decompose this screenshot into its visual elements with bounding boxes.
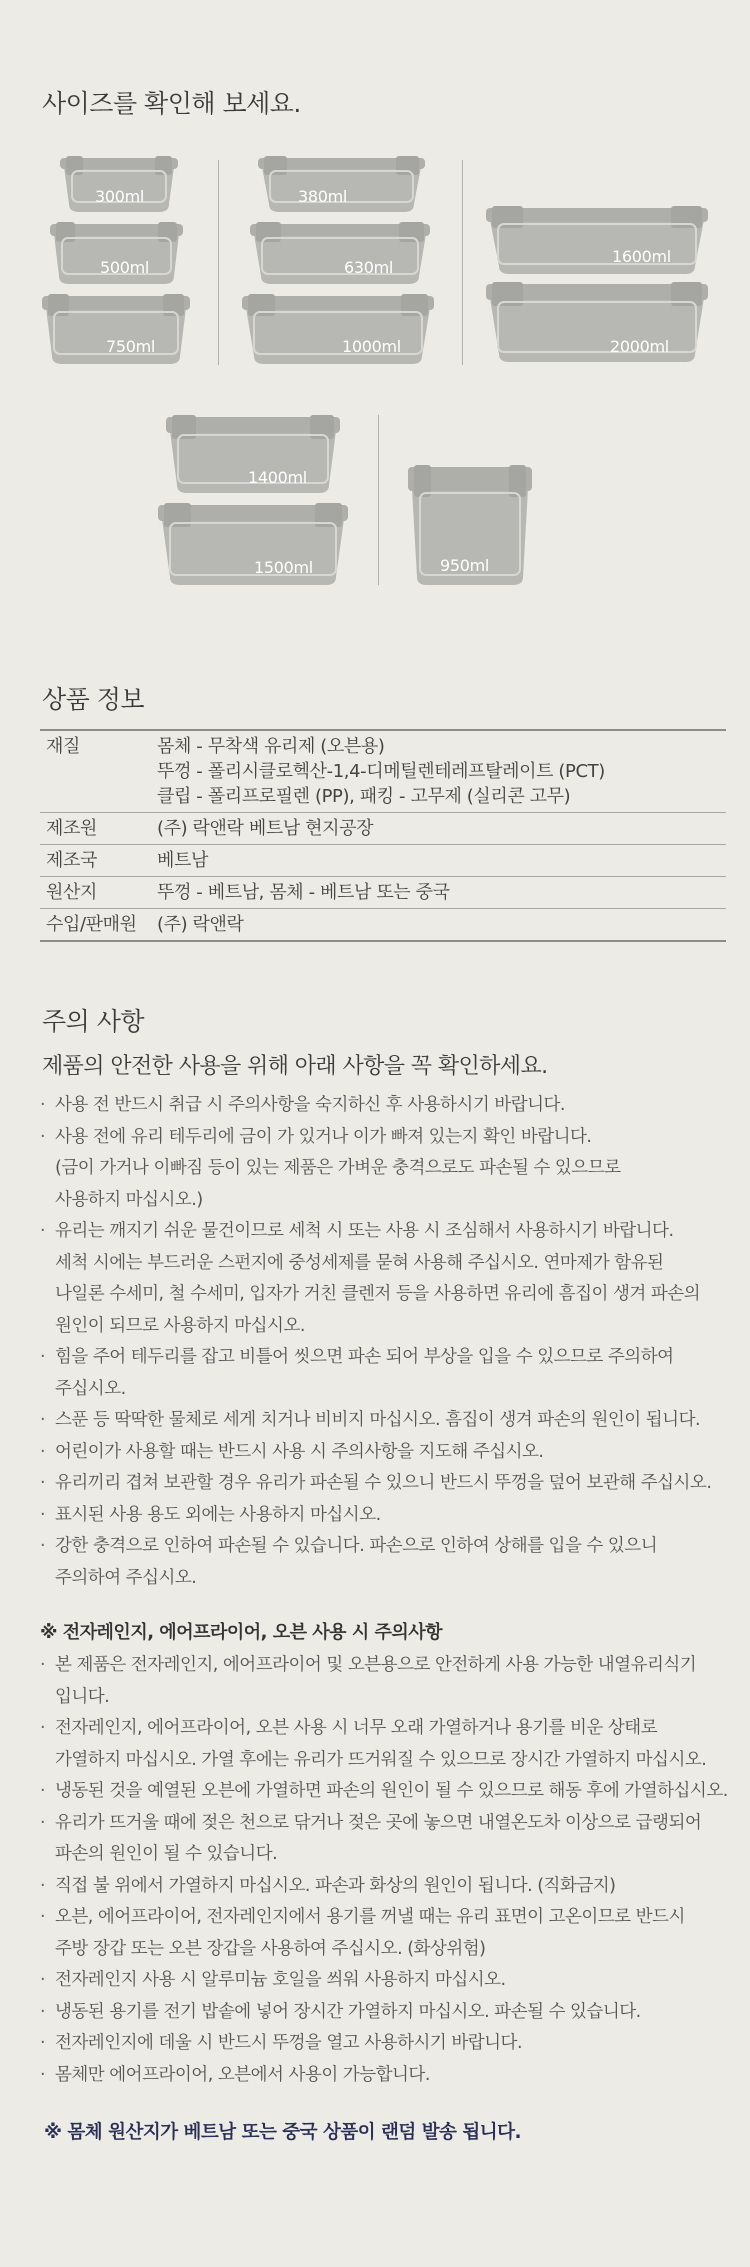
list-item [38,1965,743,1997]
origin-notice: ※ 몸체 원산지가 베트남 또는 중국 상품이 랜덤 발송 됩니다. [44,2122,522,2143]
row-label: 수입/판매원 [40,909,157,942]
list-item [38,1531,738,1594]
capacity-label: 500ml [100,258,150,277]
list-item-line: · 냉동된 것을 예열된 오븐에 가열하면 파손의 원인이 될 수 있으므로 해동 후에 가열하십시오. [55,1781,728,1801]
list-item [38,1500,738,1532]
capacity-label: 1600ml [612,247,671,266]
cautions-title: 주의 사항 [42,1007,145,1036]
row-label: 재질 [46,736,80,757]
list-item [38,1902,743,1965]
material-lid: 뚜껑 - 폴리시클로헥산-1,4-디메틸렌테레프탈레이트 (PCT) [157,761,605,782]
row-label: 제조원 [40,813,157,845]
list-item-line: 주십시오. [55,1378,126,1399]
list-item [38,1437,738,1469]
list-item [38,1776,743,1808]
list-item-line: 사용하지 마십시오.) [55,1189,203,1210]
product-info-table [40,729,726,942]
list-item [38,1808,743,1871]
row-value: (주) 락앤락 베트남 현지공장 [157,813,726,845]
material-clip: 클립 - 폴리프로필렌 (PP), 패킹 - 고무제 (실리콘 고무) [157,786,571,807]
row-label: 제조국 [40,845,157,877]
row-value: 베트남 [157,845,726,877]
list-item [38,2060,743,2092]
list-item-line: · 표시된 사용 용도 외에는 사용하지 마십시오. [55,1504,381,1525]
row-label: 원산지 [40,877,157,909]
table-row [40,909,726,942]
capacity-label: 1400ml [248,468,307,487]
capacity-label: 300ml [95,187,145,206]
capacity-label: 1500ml [254,558,313,577]
list-item-line: · 오븐, 에어프라이어, 전자레인지에서 용기를 꺼낼 때는 유리 표면이 고온이므로 반드시 [55,1907,685,1927]
container-illustration [250,222,430,284]
divider [378,415,379,585]
divider [218,160,219,365]
list-item [38,1405,738,1437]
table-row [40,877,726,909]
table-row [40,813,726,845]
list-item-line: · 전자레인지에 데울 시 반드시 뚜껑을 열고 사용하시기 바랍니다. [55,2033,523,2053]
container-illustration [242,294,434,364]
list-item-line: · 사용 전에 유리 테두리에 금이 가 있거나 이가 빠져 있는지 확인 바랍니다. [55,1126,592,1147]
list-item [38,1468,738,1500]
list-item-line: 나일론 수세미, 철 수세미, 입자가 거친 클렌저 등을 사용하면 유리에 흠집이 생겨 파손의 [55,1284,701,1304]
list-item-line: 세척 시에는 부드러운 스펀지에 중성세제를 묻혀 사용해 주십시오. 연마제가 함유된 [55,1252,664,1273]
cautions-subtitle: 제품의 안전한 사용을 위해 아래 사항을 꼭 확인하세요. [42,1054,548,1079]
capacity-label: 1000ml [342,337,401,356]
list-item [38,1871,743,1903]
capacity-label: 2000ml [610,337,669,356]
list-item-line: · 어린이가 사용할 때는 반드시 사용 시 주의사항을 지도해 주십시오. [55,1441,544,1462]
list-item-line: · 직접 불 위에서 가열하지 마십시오. 파손과 화상의 원인이 됩니다. (직화금지) [55,1875,616,1896]
list-item-line: 가열하지 마십시오. 가열 후에는 유리가 뜨거워질 수 있으므로 장시간 가열하지 마십시오. [55,1749,707,1770]
list-item-line: · 몸체만 에어프라이어, 오븐에서 사용이 가능합니다. [55,2064,430,2085]
list-item-line: · 전자레인지 사용 시 알루미늄 호일을 씌워 사용하지 마십시오. [55,1970,506,1990]
list-item-line: 원인이 되므로 사용하지 마십시오. [55,1315,305,1336]
divider [462,160,463,365]
list-item-line: · 유리가 뜨거울 때에 젖은 천으로 닦거나 젖은 곳에 놓으면 내열온도차 이상으로 급랭되어 [55,1812,702,1833]
list-item [38,1650,743,1713]
list-item-line: · 전자레인지, 에어프라이어, 오븐 사용 시 너무 오래 가열하거나 용기를 비운 상태로 [55,1718,658,1738]
container-illustration [486,282,708,362]
list-item-line: 파손의 원인이 될 수 있습니다. [55,1844,278,1864]
size-section-title: 사이즈를 확인해 보세요. [42,89,301,118]
capacity-label: 380ml [298,187,348,206]
row-value: (주) 락앤락 [157,909,726,942]
appliance-caution-list [38,1650,743,2091]
list-item-line: · 냉동된 용기를 전기 밥솥에 넣어 장시간 가열하지 마십시오. 파손될 수 있습니다. [55,2001,641,2022]
list-item-line: · 강한 충격으로 인하여 파손될 수 있습니다. 파손으로 인하여 상해를 입을 수 있으니 [55,1536,658,1556]
table-row [40,845,726,877]
list-item [38,1216,738,1342]
list-item-line: 주의하여 주십시오. [55,1567,197,1588]
capacity-label: 950ml [440,556,490,575]
caution-list [38,1090,738,1594]
list-item-line: 주방 장갑 또는 오븐 장갑을 사용하여 주십시오. (화상위험) [55,1938,486,1959]
list-item-line: · 힘을 주어 테두리를 잡고 비틀어 씻으면 파손 되어 부상을 입을 수 있으므로 주의하여 [55,1347,674,1367]
list-item [38,2028,743,2060]
capacity-label: 630ml [344,258,394,277]
list-item-line: · 스푼 등 딱딱한 물체로 세게 치거나 비비지 마십시오. 흠집이 생겨 파손의 원인이 됩니다. [55,1410,701,1430]
material-body: 몸체 - 무착색 유리제 (오븐용) [157,736,385,757]
list-item [38,1713,743,1776]
list-item-line: (금이 가거나 이빠짐 등이 있는 제품은 가벼운 충격으로도 파손될 수 있으므로 [55,1158,621,1178]
list-item [38,1122,738,1217]
list-item-line: · 본 제품은 전자레인지, 에어프라이어 및 오븐용으로 안전하게 사용 가능한 내열유리식기 [55,1655,697,1675]
list-item-line: · 사용 전 반드시 취급 시 주의사항을 숙지하신 후 사용하시기 바랍니다. [55,1095,565,1115]
list-item-line: 입니다. [55,1686,110,1707]
appliance-caution-title: ※ 전자레인지, 에어프라이어, 오븐 사용 시 주의사항 [40,1622,443,1643]
list-item-line: · 유리끼리 겹쳐 보관할 경우 유리가 파손될 수 있으니 반드시 뚜껑을 덮어 보관해 주십시오. [55,1473,712,1493]
table-row [40,730,726,813]
list-item [38,1997,743,2029]
row-value [157,730,726,813]
container-illustration [486,206,708,274]
product-info-title: 상품 정보 [42,685,145,714]
list-item-line: · 유리는 깨지기 쉬운 물건이므로 세척 시 또는 사용 시 조심해서 사용하시기 바랍니다. [55,1221,674,1241]
list-item [38,1090,738,1122]
list-item [38,1342,738,1405]
container-illustration [158,503,348,585]
capacity-label: 750ml [106,337,156,356]
row-value: 뚜껑 - 베트남, 몸체 - 베트남 또는 중국 [157,877,726,909]
